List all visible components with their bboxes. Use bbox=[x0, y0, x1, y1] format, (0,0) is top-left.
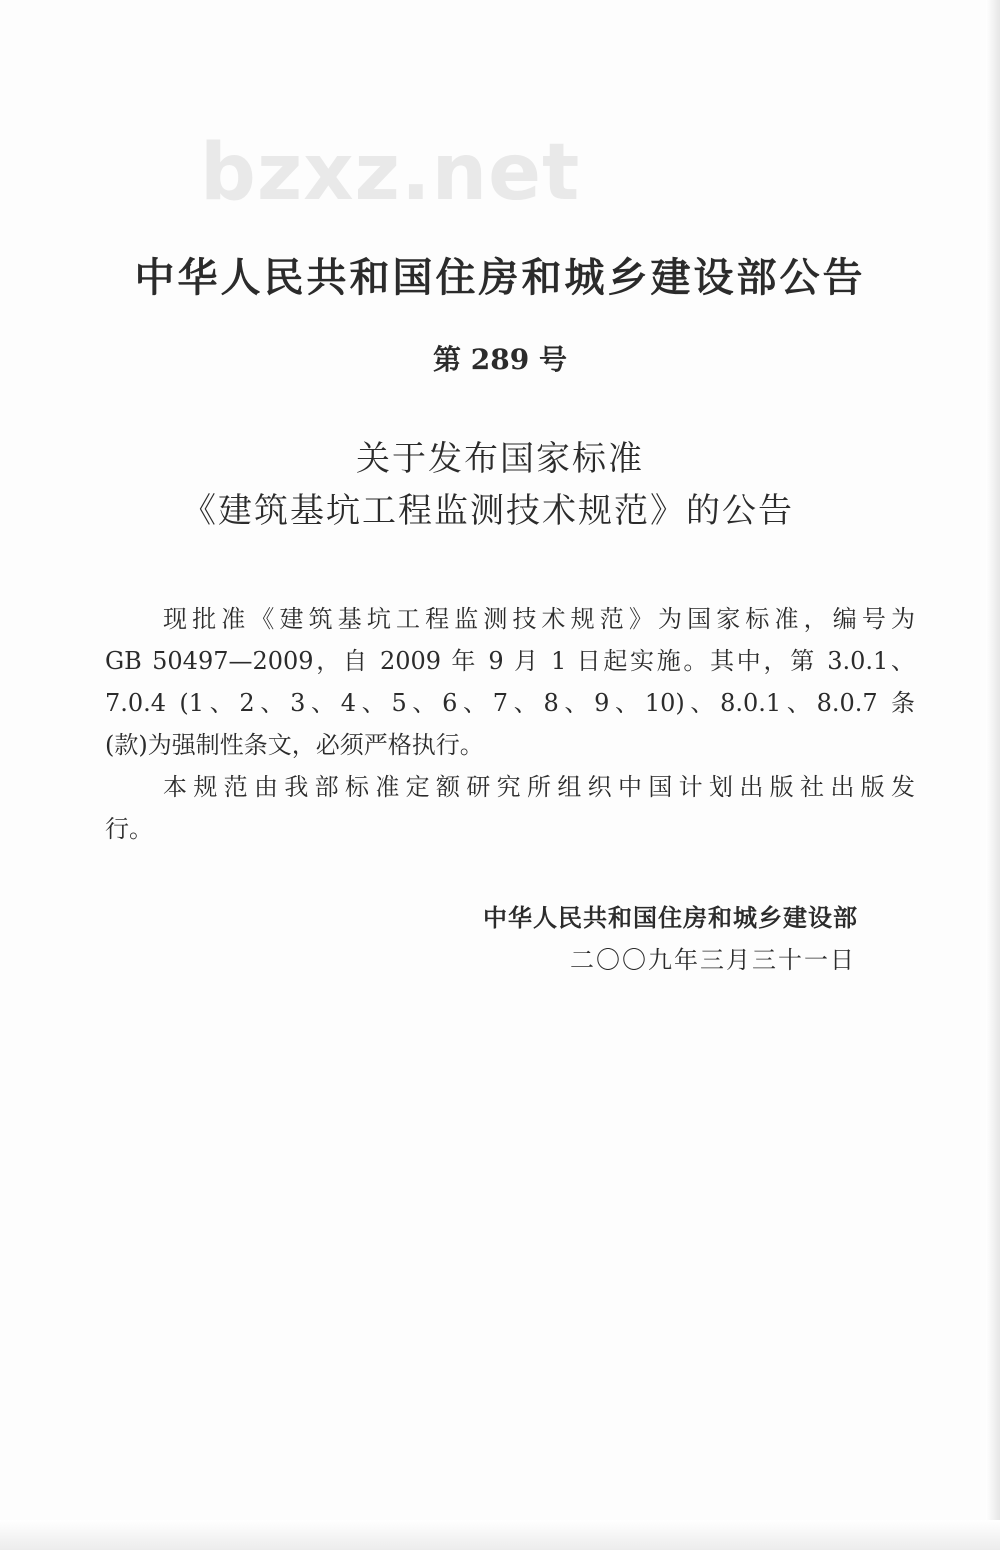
body-paragraph-1-line-2: GB 50497—2009，自 2009 年 9 月 1 日起实施。其中，第 3.0.1、 bbox=[105, 647, 915, 675]
announcement-body bbox=[105, 598, 915, 850]
subtitle-line-1: 关于发布国家标准 bbox=[356, 439, 644, 479]
body-paragraph-2-line-1: 本规范由我部标准定额研究所组织中国计划出版社出版发 bbox=[163, 773, 915, 801]
announcement-title: 中华人民共和国住房和城乡建设部公告 bbox=[134, 255, 866, 301]
page-edge-bottom bbox=[0, 1520, 1000, 1550]
subtitle-line-2: 《建筑基坑工程监测技术规范》的公告 bbox=[182, 491, 794, 531]
watermark: bzxz.net bbox=[200, 128, 581, 218]
body-paragraph-2-line-2: 行。 bbox=[105, 815, 153, 843]
announcement-number: 第 289 号 bbox=[433, 343, 567, 376]
signature-organization: 中华人民共和国住房和城乡建设部 bbox=[483, 904, 858, 932]
signature-date: 二〇〇九年三月三十一日 bbox=[570, 946, 856, 974]
body-paragraph-1-line-4: (款)为强制性条文，必须严格执行。 bbox=[105, 731, 484, 759]
body-paragraph-1-line-3: 7.0.4 (1、2、3、4、5、6、7、8、9、10)、8.0.1、8.0.7 条 bbox=[105, 689, 915, 717]
body-paragraph-1-line-1: 现批准《建筑基坑工程监测技术规范》为国家标准，编号为 bbox=[163, 605, 915, 633]
page-edge-right bbox=[986, 0, 1000, 1550]
